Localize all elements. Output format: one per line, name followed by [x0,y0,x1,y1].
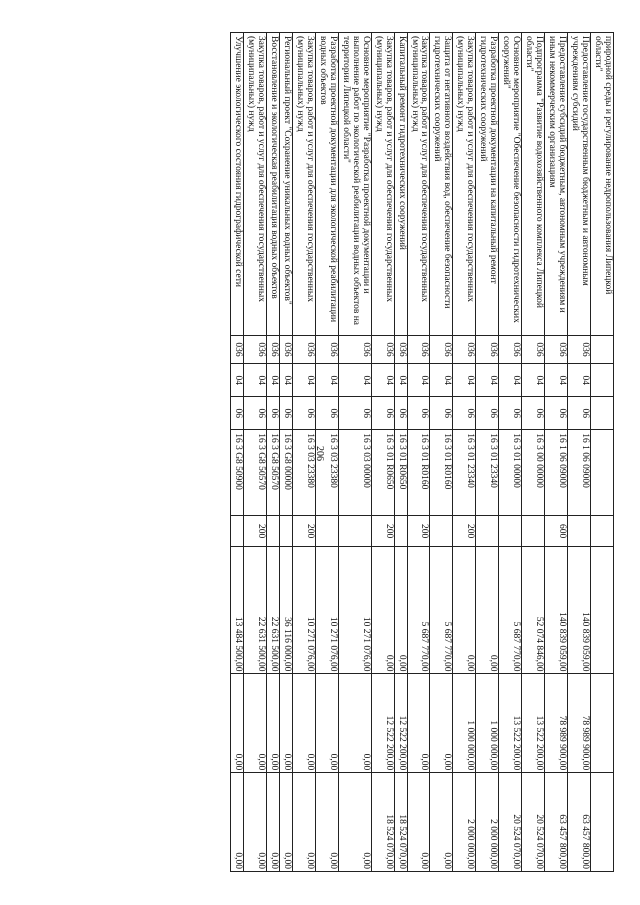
cell-amount-1: 140 839 059,00 [545,547,568,674]
cell-amount-2: 0,00 [292,674,315,773]
cell-grbs: 036 [545,335,568,364]
cell-name: Основное мероприятие "Обеспечение безопасности гидротехнических сооружений" [499,33,522,336]
cell-amount-2: 0,00 [407,674,430,773]
cell-amount-1: 0,00 [394,547,407,674]
table-row [394,33,407,872]
cell-amount-1: 36 116 000,00 [279,547,292,674]
table-row [453,33,476,872]
cell-podrazdel: 06 [499,397,522,430]
cell-target-article: 16 3 01 23340 [453,430,476,516]
cell-name: Восстановление и экологическая реабилитация водных объектов [266,33,279,336]
cell-razdel: 04 [231,364,244,397]
cell-grbs: 036 [279,335,292,364]
cell-razdel: 04 [279,364,292,397]
cell-amount-3 [591,773,614,872]
cell-amount-3: 2 000 000,00 [476,773,499,872]
cell-amount-2: 0,00 [315,674,338,773]
cell-expense-type: 200 [453,516,476,547]
cell-amount-1: 22 631 500,00 [266,547,279,674]
cell-amount-1: 140 839 059,00 [568,547,591,674]
table-row [279,33,292,872]
cell-expense-type [476,516,499,547]
cell-name: Предоставление государственным бюджетным и автономным учреждениям субсидий [568,33,591,336]
cell-expense-type [279,516,292,547]
cell-razdel: 04 [545,364,568,397]
cell-amount-2: 0,00 [338,674,371,773]
cell-podrazdel [591,397,614,430]
table-row [476,33,499,872]
cell-amount-2: 78 989 900,00 [568,674,591,773]
table-row [244,33,267,872]
cell-razdel: 04 [338,364,371,397]
cell-razdel: 04 [430,364,453,397]
cell-grbs: 036 [476,335,499,364]
cell-target-article: 16 3 00 00000 [522,430,545,516]
cell-amount-3: 0,00 [338,773,371,872]
cell-amount-2: 0,00 [279,674,292,773]
table-row [338,33,371,872]
cell-amount-3: 0,00 [279,773,292,872]
cell-name: Закупка товаров, работ и услуг для обеспечения государственных (муниципальных) нужд [453,33,476,336]
cell-expense-type [338,516,371,547]
cell-target-article: 16 3 G8 50900 [231,430,244,516]
cell-razdel [591,364,614,397]
cell-amount-3: 0,00 [244,773,267,872]
cell-amount-1: 22 631 500,00 [244,547,267,674]
cell-amount-2: 0,00 [266,674,279,773]
cell-name: Региональный проект "Сохранение уникальных водных объектов" [279,33,292,336]
cell-amount-2: 12 522 200,00 [394,674,407,773]
cell-name: Защита от негативного воздействия вод, обеспечение безопасности гидротехнических сооружений [430,33,453,336]
cell-target-article: 16 3 01 R0160 [430,430,453,516]
cell-podrazdel: 06 [279,397,292,430]
cell-amount-1: 10 271 076,00 [292,547,315,674]
table-row [371,33,394,872]
cell-expense-type [430,516,453,547]
page-number: 206 [314,446,325,461]
cell-podrazdel: 06 [338,397,371,430]
cell-grbs: 036 [568,335,591,364]
cell-name: Закупка товаров, работ и услуг для обеспечения государственных (муниципальных) нужд [292,33,315,336]
cell-razdel: 04 [499,364,522,397]
cell-podrazdel: 06 [453,397,476,430]
cell-name: природной среды и регулирование недропользования Липецкой области" [591,33,614,336]
cell-grbs [591,335,614,364]
cell-expense-type [231,516,244,547]
cell-name: Закупка товаров, работ и услуг для обеспечения государственных (муниципальных) нужд [407,33,430,336]
cell-podrazdel: 06 [545,397,568,430]
cell-amount-3: 18 524 070,00 [371,773,394,872]
cell-grbs: 036 [292,335,315,364]
cell-name: Закупка товаров, работ и услуг для обеспечения государственных (муниципальных) нужд [371,33,394,336]
cell-target-article: 16 3 G8 00000 [279,430,292,516]
budget-table-body [231,33,614,872]
cell-amount-1: 13 484 500,00 [231,547,244,674]
cell-razdel: 04 [453,364,476,397]
cell-name: Предоставление субсидий бюджетным, автономным учреждениям и иным некоммерческим организациям [545,33,568,336]
cell-amount-2: 78 989 900,00 [545,674,568,773]
cell-amount-2: 12 522 200,00 [371,674,394,773]
cell-razdel: 04 [568,364,591,397]
cell-amount-2 [591,674,614,773]
cell-target-article: 16 3 03 23380 [315,430,338,516]
cell-name: Подпрограмма "Развитие водохозяйственного комплекса Липецкой области" [522,33,545,336]
cell-grbs: 036 [338,335,371,364]
cell-podrazdel: 06 [315,397,338,430]
table-row [430,33,453,872]
cell-razdel: 04 [522,364,545,397]
cell-grbs: 036 [315,335,338,364]
cell-target-article: 16 3 G8 50570 [244,430,267,516]
cell-expense-type [568,516,591,547]
cell-podrazdel: 06 [231,397,244,430]
cell-target-article: 16 1 06 09000 [568,430,591,516]
table-row [522,33,545,872]
cell-name: Капитальный ремонт гидротехнических сооружений [394,33,407,336]
cell-expense-type: 200 [292,516,315,547]
cell-grbs: 036 [522,335,545,364]
cell-name: Разработка проектной документации для экологической реабилитации водных объектов [315,33,338,336]
cell-expense-type [591,516,614,547]
cell-target-article: 16 3 03 23380 [292,430,315,516]
cell-amount-1: 10 271 076,00 [338,547,371,674]
cell-podrazdel: 06 [266,397,279,430]
cell-grbs: 036 [407,335,430,364]
cell-target-article: 16 3 01 R0650 [394,430,407,516]
cell-name: Закупка товаров, работ и услуг для обеспечения государственных (муниципальных) нужд [244,33,267,336]
cell-expense-type [499,516,522,547]
cell-amount-1: 5 687 770,00 [407,547,430,674]
cell-podrazdel: 06 [244,397,267,430]
table-row [591,33,614,872]
cell-target-article [591,430,614,516]
cell-podrazdel: 06 [407,397,430,430]
cell-podrazdel: 06 [394,397,407,430]
cell-razdel: 04 [315,364,338,397]
cell-amount-2: 0,00 [231,674,244,773]
table-row [499,33,522,872]
table-row [568,33,591,872]
cell-podrazdel: 06 [476,397,499,430]
table-row [545,33,568,872]
cell-amount-3: 0,00 [430,773,453,872]
cell-grbs: 036 [371,335,394,364]
cell-podrazdel: 06 [522,397,545,430]
cell-amount-1 [591,547,614,674]
cell-amount-2: 0,00 [244,674,267,773]
cell-amount-3: 20 524 070,00 [499,773,522,872]
table-row [407,33,430,872]
cell-razdel: 04 [292,364,315,397]
cell-amount-3: 63 457 800,00 [568,773,591,872]
cell-podrazdel: 06 [292,397,315,430]
cell-amount-1: 0,00 [453,547,476,674]
cell-amount-3: 0,00 [292,773,315,872]
cell-amount-1: 0,00 [371,547,394,674]
cell-amount-1: 5 687 770,00 [430,547,453,674]
table-row [231,33,244,872]
table-row [292,33,315,872]
cell-grbs: 036 [430,335,453,364]
cell-razdel: 04 [244,364,267,397]
cell-grbs: 036 [453,335,476,364]
cell-expense-type: 200 [371,516,394,547]
cell-razdel: 04 [476,364,499,397]
cell-amount-1: 52 074 846,00 [522,547,545,674]
cell-amount-1: 5 687 770,00 [499,547,522,674]
cell-target-article: 16 3 01 23340 [476,430,499,516]
cell-amount-2: 13 522 200,00 [522,674,545,773]
cell-name: Разработка проектной документации на капитальный ремонт гидротехнических сооружений [476,33,499,336]
cell-amount-2: 1 000 000,00 [476,674,499,773]
cell-target-article: 16 1 06 09000 [545,430,568,516]
cell-target-article: 16 3 01 00000 [499,430,522,516]
cell-amount-1: 0,00 [476,547,499,674]
cell-expense-type [266,516,279,547]
cell-expense-type: 600 [545,516,568,547]
cell-grbs: 036 [244,335,267,364]
cell-expense-type: 200 [407,516,430,547]
cell-amount-3: 63 457 800,00 [545,773,568,872]
cell-razdel: 04 [394,364,407,397]
cell-amount-3: 0,00 [231,773,244,872]
cell-amount-3: 0,00 [315,773,338,872]
budget-table-rotated [86,32,614,872]
cell-razdel: 04 [407,364,430,397]
cell-razdel: 04 [371,364,394,397]
cell-amount-3: 0,00 [266,773,279,872]
cell-amount-3: 18 524 070,00 [394,773,407,872]
cell-amount-3: 20 524 070,00 [522,773,545,872]
cell-podrazdel: 06 [568,397,591,430]
cell-amount-2: 0,00 [430,674,453,773]
cell-expense-type [394,516,407,547]
cell-target-article: 16 3 01 R0160 [407,430,430,516]
cell-podrazdel: 06 [430,397,453,430]
cell-target-article: 16 3 01 R0650 [371,430,394,516]
cell-expense-type: 200 [244,516,267,547]
cell-name: Основное мероприятие "Разработка проектной документации и выполнение работ по экологической реабилитации водных объектов на территории Липецкой области" [338,33,371,336]
cell-amount-1: 10 271 076,00 [315,547,338,674]
cell-target-article: 16 3 03 00000 [338,430,371,516]
cell-target-article: 16 3 G8 50570 [266,430,279,516]
cell-grbs: 036 [231,335,244,364]
cell-amount-2: 13 522 200,00 [499,674,522,773]
cell-expense-type [522,516,545,547]
cell-amount-3: 0,00 [407,773,430,872]
cell-amount-3: 2 000 000,00 [453,773,476,872]
cell-name: Улучшение экологического состояния гидрографической сети [231,33,244,336]
cell-grbs: 036 [394,335,407,364]
cell-grbs: 036 [499,335,522,364]
budget-table [230,32,614,872]
cell-razdel: 04 [266,364,279,397]
table-row [315,33,338,872]
cell-expense-type [315,516,338,547]
cell-amount-2: 1 000 000,00 [453,674,476,773]
cell-podrazdel: 06 [371,397,394,430]
cell-grbs: 036 [266,335,279,364]
table-row [266,33,279,872]
